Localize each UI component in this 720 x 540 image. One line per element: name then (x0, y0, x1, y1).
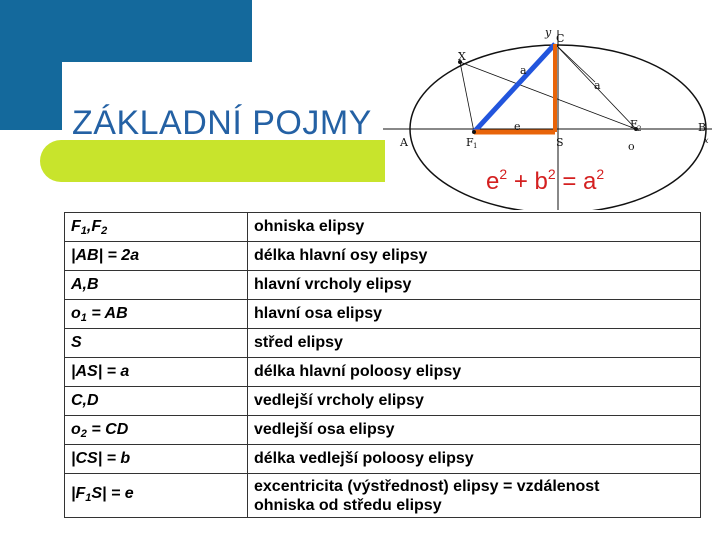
label-b-vertex: B (698, 121, 707, 134)
term-cell: $F_1,F_2$ (65, 213, 248, 242)
term-cell: A,B (65, 271, 248, 300)
triangle-hypotenuse (474, 44, 555, 132)
label-e: e (514, 120, 521, 133)
table-row (65, 445, 701, 474)
table-row (65, 242, 701, 271)
label-f1: F (466, 136, 474, 149)
definition-cell: hlavní vrcholy elipsy (248, 271, 701, 300)
label-a-vertex: A (400, 136, 408, 149)
label-c: C (556, 32, 565, 45)
label-s: S (556, 136, 564, 149)
point-f1 (472, 130, 476, 134)
definitions-table (64, 212, 701, 518)
header-blue-strip (0, 0, 62, 130)
line-x-f1 (460, 62, 474, 132)
definition-cell: délka hlavní poloosy elipsy (248, 358, 701, 387)
definition-cell: hlavní osa elipsy (248, 300, 701, 329)
table-row (65, 271, 701, 300)
formula: $e^2 + b^2 = a^2$ (486, 166, 605, 195)
term-cell: S (65, 329, 248, 358)
accent-bar (40, 140, 385, 182)
table-row (65, 416, 701, 445)
table-row (65, 387, 701, 416)
ellipse-diagram (378, 18, 720, 210)
definition-cell: délka vedlejší poloosy elipsy (248, 445, 701, 474)
label-x-axis: x (704, 136, 709, 145)
term-cell: |CS| = b (65, 445, 248, 474)
label-f2: F (630, 118, 638, 131)
label-o: o (628, 140, 635, 153)
definition-cell: vedlejší vrcholy elipsy (248, 387, 701, 416)
term-cell: |AS| = a (65, 358, 248, 387)
table-row (65, 358, 701, 387)
definition-cell: ohniska elipsy (248, 213, 701, 242)
line-c-a (555, 44, 595, 82)
label-f2-sub: 2 (637, 125, 642, 133)
term-cell: |AB| = 2a (65, 242, 248, 271)
term-cell: $o_2$ = CD (65, 416, 248, 445)
definition-cell: střed elipsy (248, 329, 701, 358)
definition-cell: vedlejší osa elipsy (248, 416, 701, 445)
table-row (65, 213, 701, 242)
term-cell: $o_1$ = AB (65, 300, 248, 329)
table-row (65, 300, 701, 329)
table-row (65, 329, 701, 358)
label-y: y (545, 26, 552, 39)
label-a-2: a (594, 79, 601, 92)
term-cell: C,D (65, 387, 248, 416)
definition-cell: excentricita (výstřednost) elipsy = vzdálenost ohniska od středu elipsy (248, 474, 701, 518)
table-row (65, 474, 701, 518)
page-title: ZÁKLADNÍ POJMY (72, 104, 372, 142)
definition-cell: délka hlavní osy elipsy (248, 242, 701, 271)
term-cell: $|F_1S| = e$ (65, 474, 248, 518)
label-x-point: X (458, 50, 466, 63)
label-f1-sub: 1 (473, 142, 478, 150)
label-a-1: a (520, 64, 527, 77)
